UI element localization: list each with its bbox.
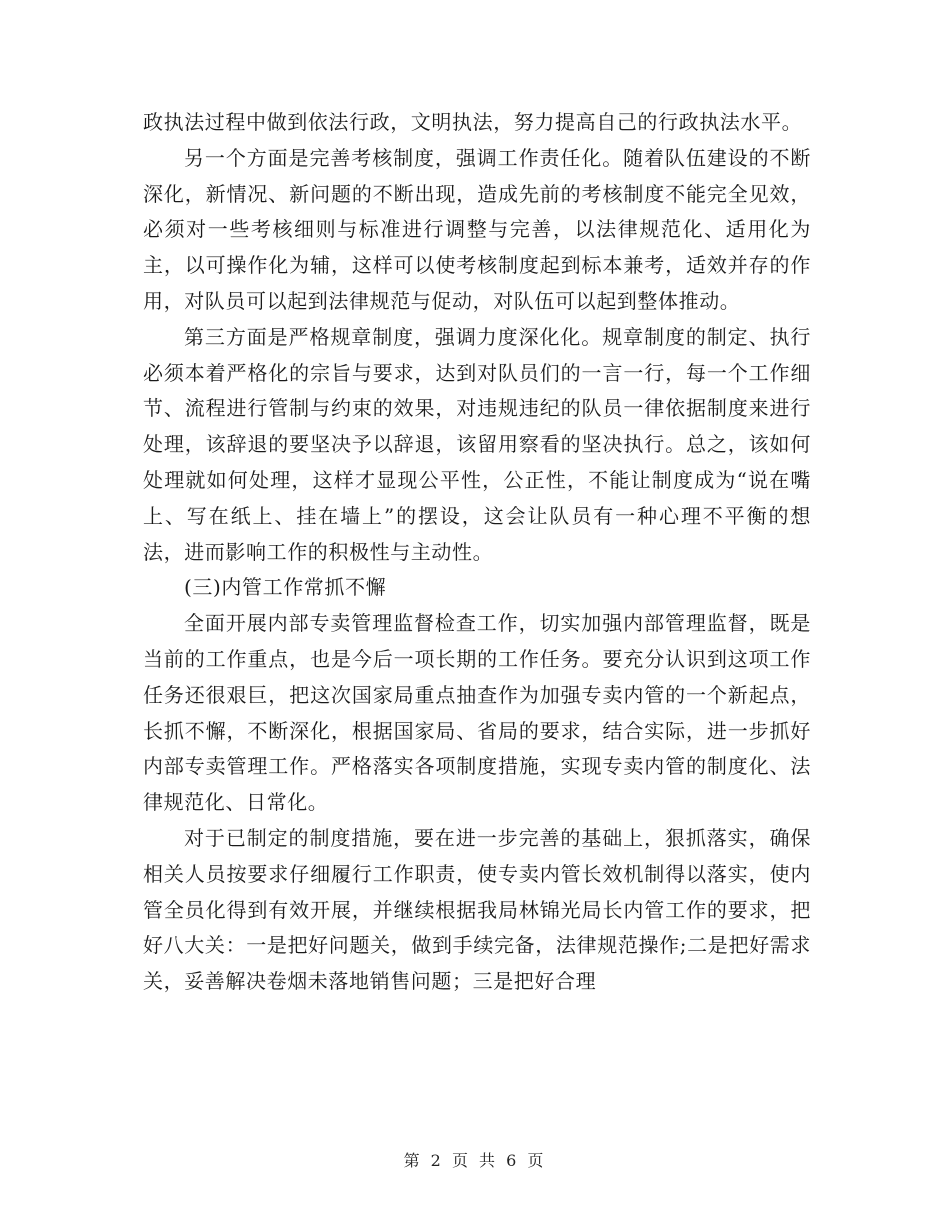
document-body bbox=[143, 105, 811, 1000]
paragraph-implementation-measures: 对于已制定的制度措施，要在进一步完善的基础上，狠抓落实，确保相关人员按要求仔细履行工作职责，使专卖内管长效机制得以落实，使内管全员化得到有效开展，并继续根据我局林锦光局长内管工作的要求，把好八大关：一是把好问题关，做到手续完备，法律规范操作;二是把好需求关，妥善解决卷烟未落地销售问题；三是把好合理 bbox=[143, 825, 811, 994]
paragraph-continuation: 政执法过程中做到依法行政，文明执法，努力提高自己的行政执法水平。 bbox=[143, 110, 803, 134]
section-heading-internal-management: (三)内管工作常抓不懈 bbox=[184, 575, 387, 600]
paragraph-internal-supervision: 全面开展内部专卖管理监督检查工作，切实加强内部管理监督，既是当前的工作重点，也是今后一项长期的工作任务。要充分认识到这项工作任务还很艰巨，把这次国家局重点抽查作为加强专卖内管的一个新起点，长抓不懈，不断深化，根据国家局、省局的要求，结合实际，进一步抓好内部专卖管理工作。严格落实各项制度措施，实现专卖内管的制度化、法律规范化、日常化。 bbox=[143, 611, 811, 815]
paragraph-assessment-system: 另一个方面是完善考核制度，强调工作责任化。随着队伍建设的不断深化，新情况、新问题的不断出现，造成先前的考核制度不能完全见效，必须对一些考核细则与标准进行调整与完善，以法律规范化、适用化为主，以可操作化为辅，这样可以使考核制度起到标本兼考，适效并存的作用，对队员可以起到法律规范与促动，对队伍可以起到整体推动。 bbox=[143, 145, 811, 313]
paragraph-rules-system: 第三方面是严格规章制度，强调力度深化化。规章制度的制定、执行必须本着严格化的宗旨与要求，达到对队员们的一言一行，每一个工作细节、流程进行管制与约束的效果，对违规违纪的队员一律依据制度来进行处理，该辞退的要坚决予以辞退，该留用察看的坚决执行。总之，该如何处理就如何处理，这样才显现公平性，公正性，不能让制度成为“说在嘴上、写在纸上、挂在墙上”的摆设，这会让队员有一种心理不平衡的想法，进而影响工作的积极性与主动性。 bbox=[143, 324, 811, 564]
page-number-footer: 第 2 页 共 6 页 bbox=[403, 1151, 547, 1170]
